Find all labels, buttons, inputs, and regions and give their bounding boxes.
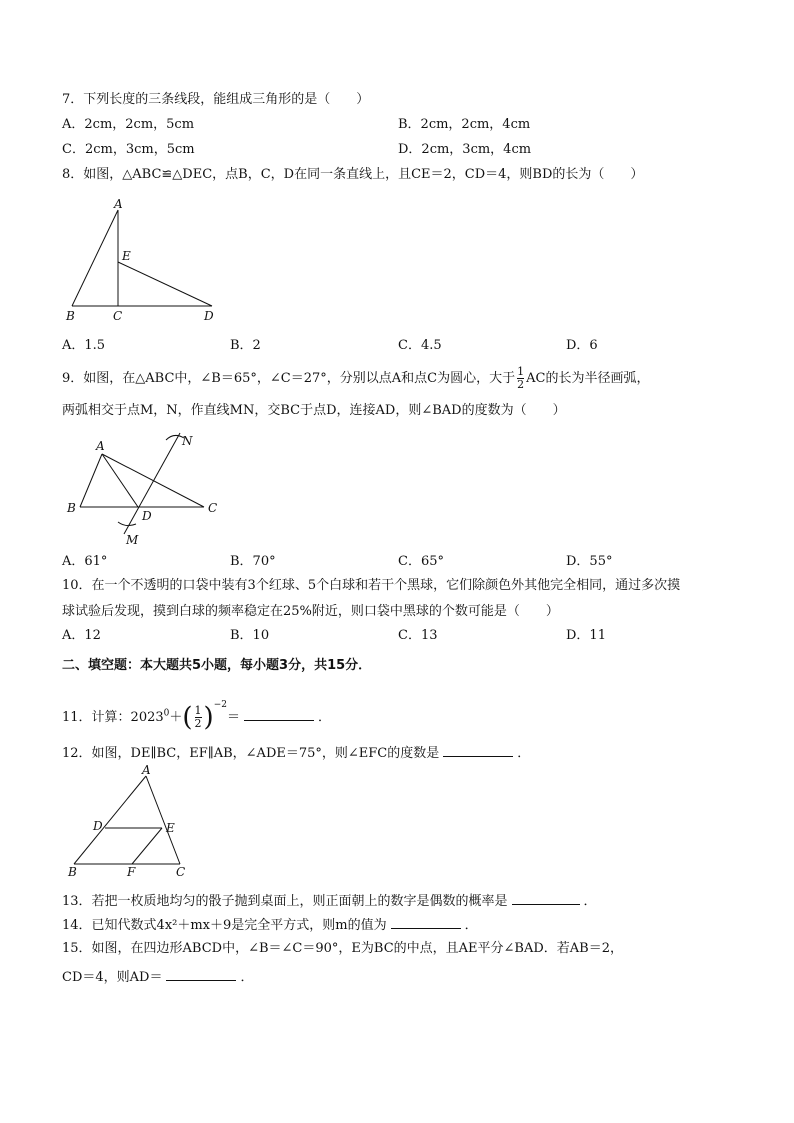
q11-equals: ＝ (226, 710, 240, 725)
q15-stem-line1: 15．如图，在四边形ABCD中，∠B＝∠C＝90°，E为BC的中点，且AE平分∠BAD．若AB＝2， (62, 941, 623, 956)
q12-answer-blank[interactable] (443, 742, 513, 757)
q9-fraction (517, 366, 524, 391)
q11-stem (62, 690, 332, 733)
q9-stem-line2: 两弧相交于点M，N，作直线MN，交BC于点D，连接AD，则∠BAD的度数为（ ） (62, 403, 566, 418)
q12-label-e: E (166, 821, 175, 835)
q14-stem-line (62, 914, 478, 935)
q11-end: ． (318, 710, 332, 725)
q7-option-a: A．2cm，2cm，5cm (62, 117, 195, 132)
q10-option-d: D．11 (566, 628, 606, 643)
q11-prefix: 11．计算：2023 (62, 710, 164, 725)
q13-answer-blank[interactable] (512, 890, 580, 905)
q11-fraction (195, 705, 202, 730)
q8-label-a: A (114, 197, 123, 211)
q9-frac-den: 2 (517, 378, 525, 391)
q11-answer-blank[interactable] (244, 706, 314, 721)
q8-label-e: E (122, 249, 131, 263)
q8-option-b: B．2 (230, 338, 261, 353)
q15-stem2: CD＝4，则AD＝ (62, 970, 163, 985)
q11-paren-right: ) (203, 702, 214, 733)
q9-figure (62, 428, 242, 548)
q8-label-d: D (204, 309, 214, 323)
q10-stem-line2: 球试验后发现，摸到白球的频率稳定在25%附近，则口袋中黑球的个数可能是（ ） (62, 604, 559, 619)
q8-label-c: C (113, 309, 123, 323)
q7-option-d: D．2cm，3cm，4cm (398, 142, 532, 157)
q12-label-a: A (142, 763, 151, 777)
q9-stem-line1 (62, 366, 649, 391)
q12-label-d: D (93, 819, 103, 833)
q12-stem-line (62, 742, 530, 763)
q7-stem: 7．下列长度的三条线段，能组成三角形的是（ ） (62, 92, 370, 107)
q11-exp: −2 (213, 700, 227, 710)
q10-option-c: C．13 (398, 628, 438, 643)
q15-answer-blank[interactable] (166, 966, 236, 981)
q9-stem-prefix: 9．如图，在△ABC中，∠B＝65°，∠C＝27°，分别以点A和点C为圆心，大于 (62, 371, 516, 386)
q9-option-d: D．55° (566, 554, 613, 569)
q8-label-b: B (66, 309, 75, 323)
q7-option-b: B．2cm，2cm，4cm (398, 117, 531, 132)
q9-option-c: C．65° (398, 554, 444, 569)
q14-answer-blank[interactable] (391, 914, 461, 929)
q12-label-f: F (127, 865, 136, 879)
q9-stem-suffix: AC的长为半径画弧， (526, 371, 650, 386)
q9-label-d: D (142, 509, 152, 523)
q11-paren-left: ( (182, 702, 193, 733)
q8-figure (62, 196, 262, 326)
q11-plus: ＋ (169, 710, 183, 725)
section2-heading: 二、填空题：本大题共5小题，每小题3分，共15分． (62, 658, 372, 673)
q12-label-c: C (176, 865, 186, 879)
q8-option-a: A．1.5 (62, 338, 106, 353)
q13-stem-line (62, 890, 597, 911)
q9-frac-num: 1 (517, 365, 525, 378)
q8-option-c: C．4.5 (398, 338, 442, 353)
q10-option-b: B．10 (230, 628, 270, 643)
q9-label-n: N (182, 434, 193, 448)
q9-label-b: B (67, 501, 76, 515)
q14-stem: 14．已知代数式4x²＋mx＋9是完全平方式，则m的值为 (62, 918, 387, 933)
q12-label-b: B (68, 865, 77, 879)
q8-stem: 8．如图，△ABC≌△DEC，点B，C，D在同一条直线上，且CE＝2，CD＝4，则BD的长为（ ） (62, 167, 644, 182)
q12-end: ． (517, 746, 531, 761)
q11-exp0: 0 (163, 708, 170, 719)
q10-option-a: A．12 (62, 628, 101, 643)
q11-frac-num: 1 (194, 704, 202, 717)
q9-label-m: M (126, 533, 139, 547)
q13-stem: 13．若把一枚质地均匀的骰子抛到桌面上，则正面朝上的数字是偶数的概率是 (62, 894, 508, 909)
q9-label-c: C (208, 501, 218, 515)
q15-end: ． (240, 970, 254, 985)
q9-label-a: A (96, 439, 105, 453)
q9-option-b: B．70° (230, 554, 276, 569)
q10-stem-line1: 10．在一个不透明的口袋中装有3个红球、5个白球和若干个黑球，它们除颜色外其他完全相同，通过多次摸 (62, 578, 681, 593)
q9-option-a: A．61° (62, 554, 108, 569)
q12-stem: 12．如图，DE∥BC，EF∥AB，∠ADE＝75°，则∠EFC的度数是 (62, 746, 440, 761)
q14-end: ． (464, 918, 478, 933)
q11-frac-den: 2 (194, 717, 202, 730)
q12-figure (62, 764, 202, 879)
q13-end: ． (583, 894, 597, 909)
q8-option-d: D．6 (566, 338, 598, 353)
q15-stem-line2 (62, 966, 253, 987)
q7-option-c: C．2cm，3cm，5cm (62, 142, 195, 157)
